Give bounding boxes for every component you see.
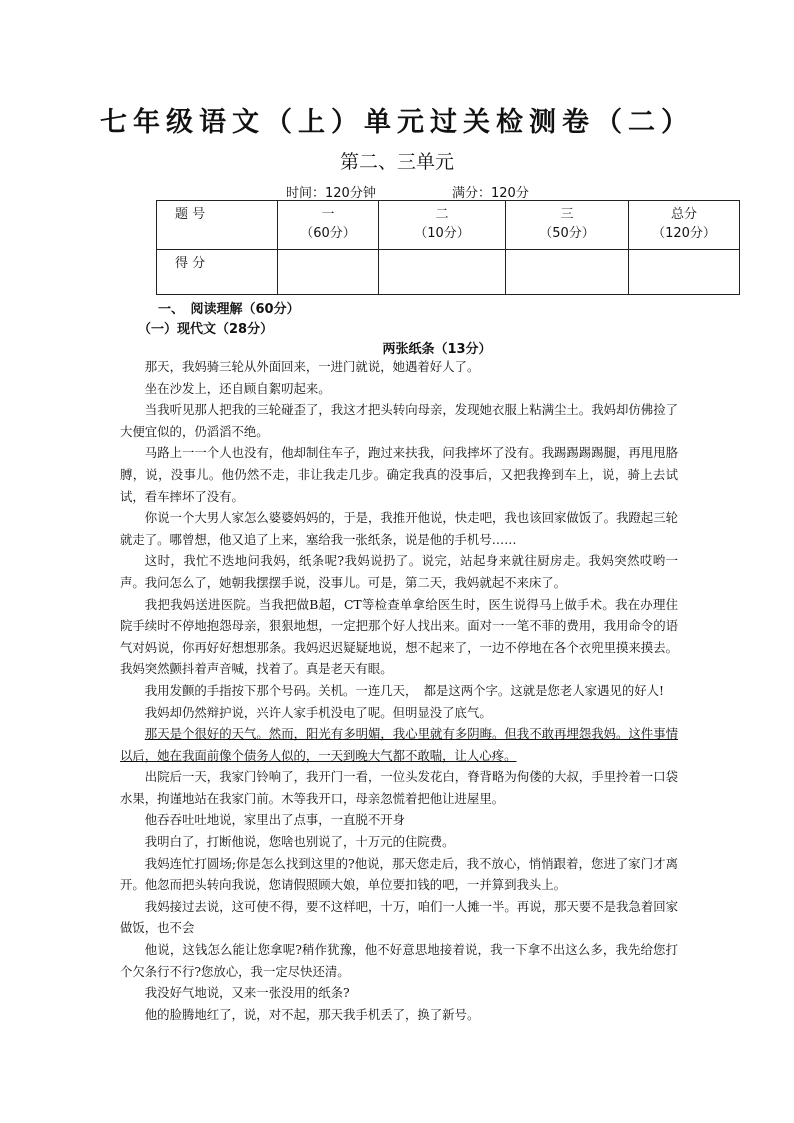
row-label-score: 得 分 <box>157 250 278 295</box>
paragraph: 我妈连忙打圆场;你是怎么找到这里的?他说，那天您走后，我不放心，悄悄跟着，您进了家门才离开。他忽而把头转向我说，您请假照顾大娘，单位要扣钱的吧，一并算到我头上。 <box>120 855 678 893</box>
passage-body <box>120 356 678 1025</box>
paragraph: 你说一个大男人家怎么婆婆妈妈的，于是，我推开他说，快走吧，我也该回家做饭了。我蹬起三轮就走了。哪曾想，他又追了上来，塞给我一张纸条，说是他的手机号…… <box>120 510 678 547</box>
col-header-total <box>629 201 740 250</box>
col-points: （120分） <box>652 226 716 241</box>
paragraph: 当我听见那人把我的三轮碰歪了，我这才把头转向母亲，发现她衣服上粘满尘土。我妈却仿佛捡了大便宜似的，仍滔滔不绝。 <box>120 402 678 439</box>
paragraph: 他的脸腾地红了，说，对不起，那天我手机丢了，换了新号。 <box>144 1006 480 1022</box>
paragraph: 我没好气地说，又来一张没用的纸条? <box>144 985 350 1001</box>
col-name: 一 <box>321 207 335 222</box>
score-cell[interactable] <box>278 250 379 295</box>
paragraph: 马路上一一个人也没有，他却制住车子，跑过来扶我，问我摔坏了没有。我踢踢踢踢腿，再甩甩胳膊，说，没事儿。他仍然不走，非让我走几步。确定我真的没事后，又把我搀到车上，说，骑上去试试，看车摔坏了没有。 <box>120 445 678 504</box>
col-header-2 <box>379 201 506 250</box>
score-cell[interactable] <box>629 250 740 295</box>
paragraph: 坐在沙发上，还自顾自絮叨起来。 <box>144 380 331 396</box>
paragraph: 我用发颤的手指按下那个号码。关机。一连几天， 都是这两个字。这就是您老人家遇见的好人! <box>144 682 664 698</box>
paragraph: 这时，我忙不迭地问我妈，纸条呢?我妈说扔了。说完，站起身来就往厨房走。我妈突然哎哟一声。我问怎么了，她朝我摆摆手说，没事儿。可是，第二天，我妈就起不来床了。 <box>120 553 678 590</box>
paragraph: 我妈却仍然辩护说，兴许人家手机没电了呢。但明显没了底气。 <box>144 704 492 720</box>
score-cell[interactable] <box>379 250 506 295</box>
page-subtitle: 第二、三单元 <box>339 151 454 173</box>
paragraph: 我把我妈送进医院。当我把做B超，CT等检查单拿给医生时，医生说得马上做手术。我在办理住院手续时不停地抱怨母亲，狠狠地想，一定把那个好人找出来。面对一一笔不菲的费用，我用命令的语气对妈说，你再好好想想那条。我妈迟迟疑疑地说，想不起来了，一边不停地在各个衣兜里摸来摸去。我妈突然颤抖着声音喊，找着了。真是老天有眼。 <box>120 596 678 677</box>
passage-title: 两张纸条（13分） <box>382 342 492 357</box>
score-table-score-row <box>157 250 740 295</box>
paragraph: 我妈接过去说，这可使不得，要不这样吧，十万，咱们一人摊一半。再说，那天要不是我急着回家做饭，也不会 <box>120 898 678 936</box>
col-name: 二 <box>435 207 449 222</box>
score-cell[interactable] <box>506 250 629 295</box>
paragraph: 他说，这钱怎么能让您拿呢?稍作犹豫，他不好意思地接着说，我一下拿不出这么多，我先给您打个欠条行不行?您放心，我一定尽快还清。 <box>120 942 678 979</box>
score-table-header-row <box>157 201 740 250</box>
subsection-heading: （一）现代文（28分） <box>138 322 274 337</box>
paragraph: 出院后一天，我家门铃响了，我开门一看，一位头发花白，脊背略为佝偻的大叔，手里拎着一口袋水果，拘谨地站在我家门前。木等我开口，母亲忽慌着把他让进屋里。 <box>120 769 678 806</box>
col-header-1 <box>278 201 379 250</box>
paragraph: 那天，我妈骑三轮从外面回来，一进门就说，她遇着好人了。 <box>144 359 480 374</box>
col-name: 总分 <box>670 207 697 222</box>
row-label-question-number: 题 号 <box>157 201 278 250</box>
exam-time: 时间：120分钟 <box>286 186 376 201</box>
col-points: （50分） <box>539 226 595 241</box>
section-heading: 一、 阅读理解（60分） <box>158 302 300 317</box>
paragraph: 他吞吞吐吐地说，家里出了点事，一直脱不开身 <box>144 812 405 828</box>
page-title: 七年级语文（上）单元过关检测卷（二） <box>100 107 694 138</box>
paragraph: 我明白了，打断他说，您啥也别说了，十万元的住院费。 <box>144 834 455 850</box>
col-header-3 <box>506 201 629 250</box>
score-table <box>156 200 740 295</box>
col-points: （10分） <box>414 226 470 241</box>
exam-full-score: 满分：120分 <box>452 186 529 201</box>
col-points: （60分） <box>300 226 356 241</box>
paragraph-underlined: 那天是个很好的天气。然而，阳光有多明媚，我心里就有多阴晦。但我不敢再埋怨我妈。这件事情以后，她在我面前像个债务人似的，一天到晚大气都不敢喘，让人心疼。 <box>120 726 678 763</box>
col-name: 三 <box>560 207 574 222</box>
